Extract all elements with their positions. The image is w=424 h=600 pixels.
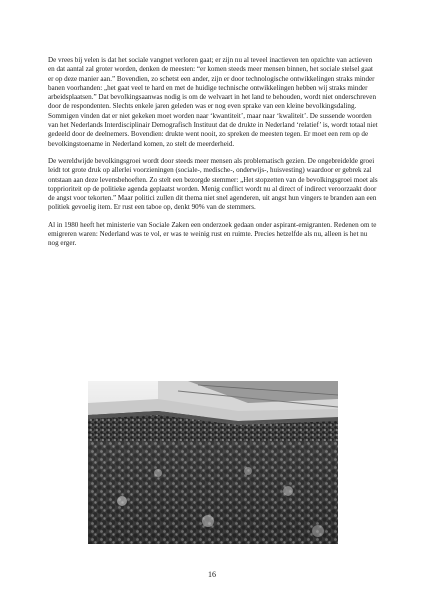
page-number: 16 [208,570,216,579]
paragraph-3: Al in 1980 heeft het ministerie van Sociale Zaken een onderzoek gedaan onder aspirant-emigranten. Redenen om te emigreren waren: Nederland was te vol, er was te weinig rust en ruimte. Precies hetzelfde als nu, alleen is het nu nog erger. [48,220,377,248]
paragraph-gap [48,149,378,157]
paragraph-1: De vrees bij velen is dat het sociale vangnet verloren gaat; er zijn nu al teveel inactieven ten opzichte van actieven en dat aantal zal groter worden, denken de meesten: “er komen steeds meer mensen binnen, het sociale stelsel gaat er op deze manier aan.” Bovendien, zo schetst een ander, zijn er door technologische ontwikkelingen straks minder banen voorhanden: „het gaat veel te hard en met de huidige technische ontwikkelingen hebben wij straks minder arbeidsplaatsen.” Dat bevolkingsaanwas nodig is om de welvaart in het land te behouden, wordt niet onderschreven door de respondenten. Slechts enkele jaren geleden was er nog even sprake van een kleine bevolkingsdaling. Sommigen vinden dat er niet gekeken moet worden naar ‘kwantiteit’, maar naar ‘kwaliteit’. De sussende woorden van het Nederlands Interdisciplinair Demografisch Instituut dat de drukte in Nederland ‘relatief’ is, wordt totaal niet gedeeld door de deelnemers. Bovendien: drukte went nooit, zo spreken de meesten tegen. Er moet een rem op de bevolkingstoename in Nederland komen, zo stelt de meerderheid. [48,56,378,148]
crowd-photo-illustration [88,381,338,544]
crowd-photo [88,381,338,544]
body-text [48,56,378,249]
paragraph-gap [48,213,378,221]
paragraph-2: De wereldwijde bevolkingsgroei wordt door steeds meer mensen als problematisch gezien. De ongebreidelde groei leidt tot grote druk op allerlei voorzieningen (sociale-, medische-, onderwijs-, huisvesting) waardoor er gebrek zal ontstaan aan deze levensbehoeften. Zo stelt een bezorgde stemmer: „Het stopzetten van de bevolkingsgroei moet als topprioriteit op de politieke agenda geplaatst worden. Menig conflict wordt nu al direct of indirect veroorzaakt door de angst voor tekorten.” Maar politici zullen dit thema niet snel agenderen, uit angst hun vingers te branden aan een politiek gevoelig item. Er rust een taboe op, denkt 90% van de stemmers. [48,156,378,212]
